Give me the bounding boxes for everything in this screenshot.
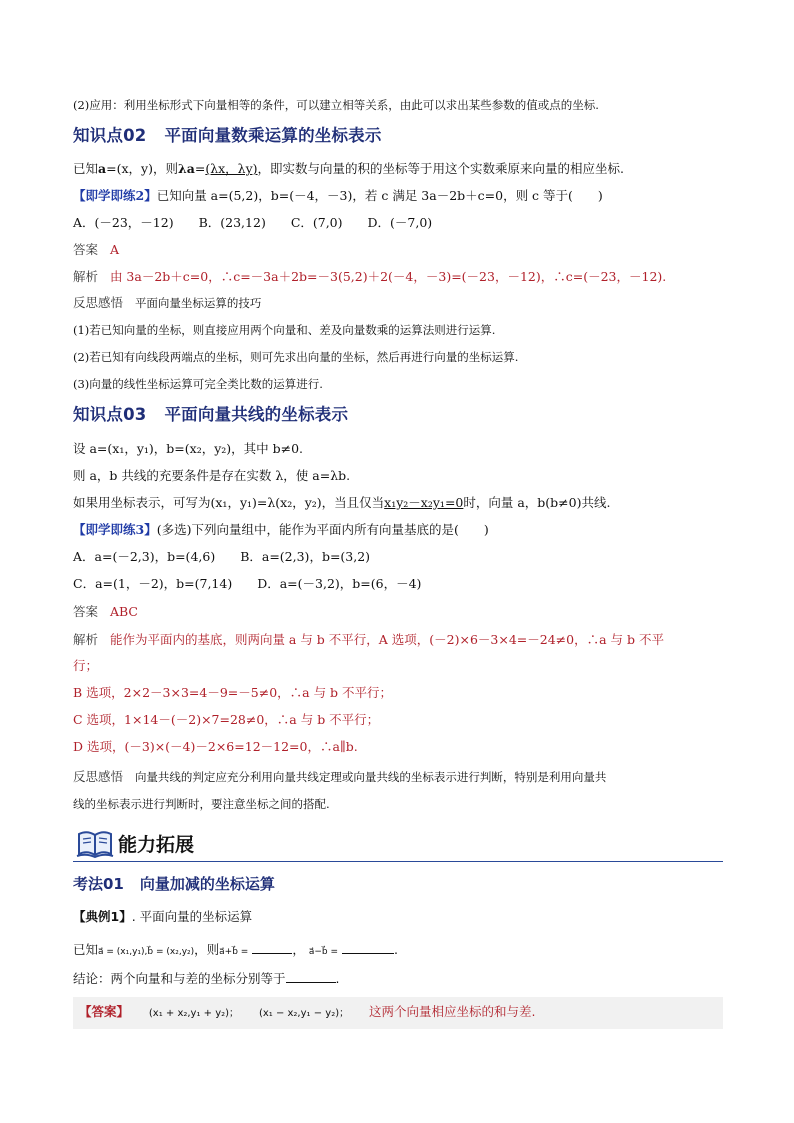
kp02-number: 知识点02 [73, 126, 147, 145]
method-number: 考法01 [73, 875, 124, 893]
exercise2-solution: 解析 由 3a－2b＋c=0，∴c=－3a＋2b=－3(5,2)＋2(－4，－3)=(－23，－12)，∴c=(－23，－12). [73, 269, 667, 284]
exercise3-options-ab: A．a=(－2,3)，b=(4,6) B．a=(2,3)，b=(3,2) [73, 549, 371, 564]
ability-section-title: 能力拓展 [118, 834, 195, 856]
exercise2-options: A．(－23，－12) B．(23,12) C．(7,0) D．(－7,0) [73, 215, 433, 230]
exercise3-solution-5: D 选项，(－3)×(－4)－2×6=12－12=0，∴a∥b. [73, 739, 358, 754]
method-title: 向量加减的坐标运算 [139, 875, 275, 893]
application-note: (2)应用：利用坐标形式下向量相等的条件，可以建立相等关系，由此可以求出某些参数的值或点的坐标. [73, 98, 599, 112]
example1-heading: 【典例1】. 平面向量的坐标运算 [73, 909, 253, 924]
example1-question: 已知a⃗ = (x₁,y₁),b⃗ = (x₂,y₂)，则a⃗+b⃗ = ， a⃗−b⃗ = . [73, 942, 398, 957]
section-heading-kp02 [73, 127, 382, 145]
kp03-title: 平面向量共线的坐标表示 [164, 405, 349, 424]
method-heading-01 [73, 875, 275, 893]
reflection-item-2: (2)若已知有向线段两端点的坐标，则可先求出向量的坐标，然后再进行向量的坐标运算. [73, 350, 519, 364]
kp03-line-1: 设 a=(x₁，y₁)，b=(x₂，y₂)，其中 b≠0. [73, 441, 304, 456]
reflection2-line-1: 反思感悟 向量共线的判定应充分利用向量共线定理或向量共线的坐标表示进行判断，特别是利用向量共 [73, 769, 607, 784]
example1-tag: 【典例1】 [73, 909, 132, 924]
reflection-heading: 反思感悟 平面向量坐标运算的技巧 [73, 295, 262, 310]
exercise3-solution-1: 解析 能作为平面内的基底，则两向量 a 与 b 不平行，A 选项，(－2)×6－3×4=－24≠0，∴a 与 b 不平 [73, 632, 664, 647]
answer-label: 【答案】 [79, 1004, 130, 1019]
answer-blank-diff[interactable] [342, 941, 394, 954]
exercise3-solution-4: C 选项，1×14－(－2)×7=28≠0，∴a 与 b 不平行； [73, 712, 380, 727]
answer-diff: (x₁ − x₂,y₁ − y₂)； [258, 1008, 350, 1019]
answer-line [79, 1003, 535, 1023]
kp03-line-2: 则 a，b 共线的充要条件是存在实数 λ，使 a=λb. [73, 468, 351, 483]
answer-sum: (x₁ + x₂,y₁ + y₂)； [148, 1008, 240, 1019]
answer-blank-conclusion[interactable] [286, 970, 336, 983]
answer-box [73, 997, 723, 1029]
reflection2-line-2: 线的坐标表示进行判断时，要注意坐标之间的搭配. [73, 797, 330, 811]
answer-blank-sum[interactable] [252, 941, 292, 954]
section-heading-kp03 [73, 406, 348, 424]
reflection-item-1: (1)若已知向量的坐标，则直接应用两个向量和、差及向量数乘的运算法则进行运算. [73, 323, 496, 337]
book-icon [76, 826, 114, 860]
exercise3-solution-2: 行； [73, 658, 99, 673]
exercise2-question: 【即学即练2】已知向量 a=(5,2)，b=(－4，－3)，若 c 满足 3a－2b＋c=0，则 c 等于( ) [73, 188, 603, 203]
kp03-line-3: 如果用坐标表示，可写为(x₁，y₁)=λ(x₂，y₂)，当且仅当x₁y₂－x₂y₁=0时，向量 a，b(b≠0)共线. [73, 495, 611, 510]
exercise3-question: 【即学即练3】(多选)下列向量组中，能作为平面内所有向量基底的是( ) [73, 522, 489, 537]
kp03-number: 知识点03 [73, 405, 147, 424]
conclusion-line: 结论：两个向量和与差的坐标分别等于 . [73, 971, 340, 986]
exercise2-answer: 答案 A [73, 242, 119, 257]
kp02-title: 平面向量数乘运算的坐标表示 [164, 126, 382, 145]
kp02-body: 已知a=(x，y)，则λa=(λx，λy)，即实数与向量的积的坐标等于用这个实数乘原来向量的相应坐标. [73, 161, 625, 176]
exercise3-solution-3: B 选项，2×2－3×3=4－9=－5≠0，∴a 与 b 不平行； [73, 685, 393, 700]
exercise3-options-cd: C．a=(1，－2)，b=(7,14) D．a=(－3,2)，b=(6，－4) [73, 576, 422, 591]
answer-text: 这两个向量相应坐标的和与差. [368, 1004, 536, 1019]
reflection-item-3: (3)向量的线性坐标运算可完全类比数的运算进行. [73, 377, 323, 391]
exercise3-tag: 【即学即练3】 [73, 522, 157, 537]
exercise2-tag: 【即学即练2】 [73, 188, 157, 203]
exercise3-answer: 答案 ABC [73, 604, 138, 619]
section-divider [73, 861, 723, 862]
